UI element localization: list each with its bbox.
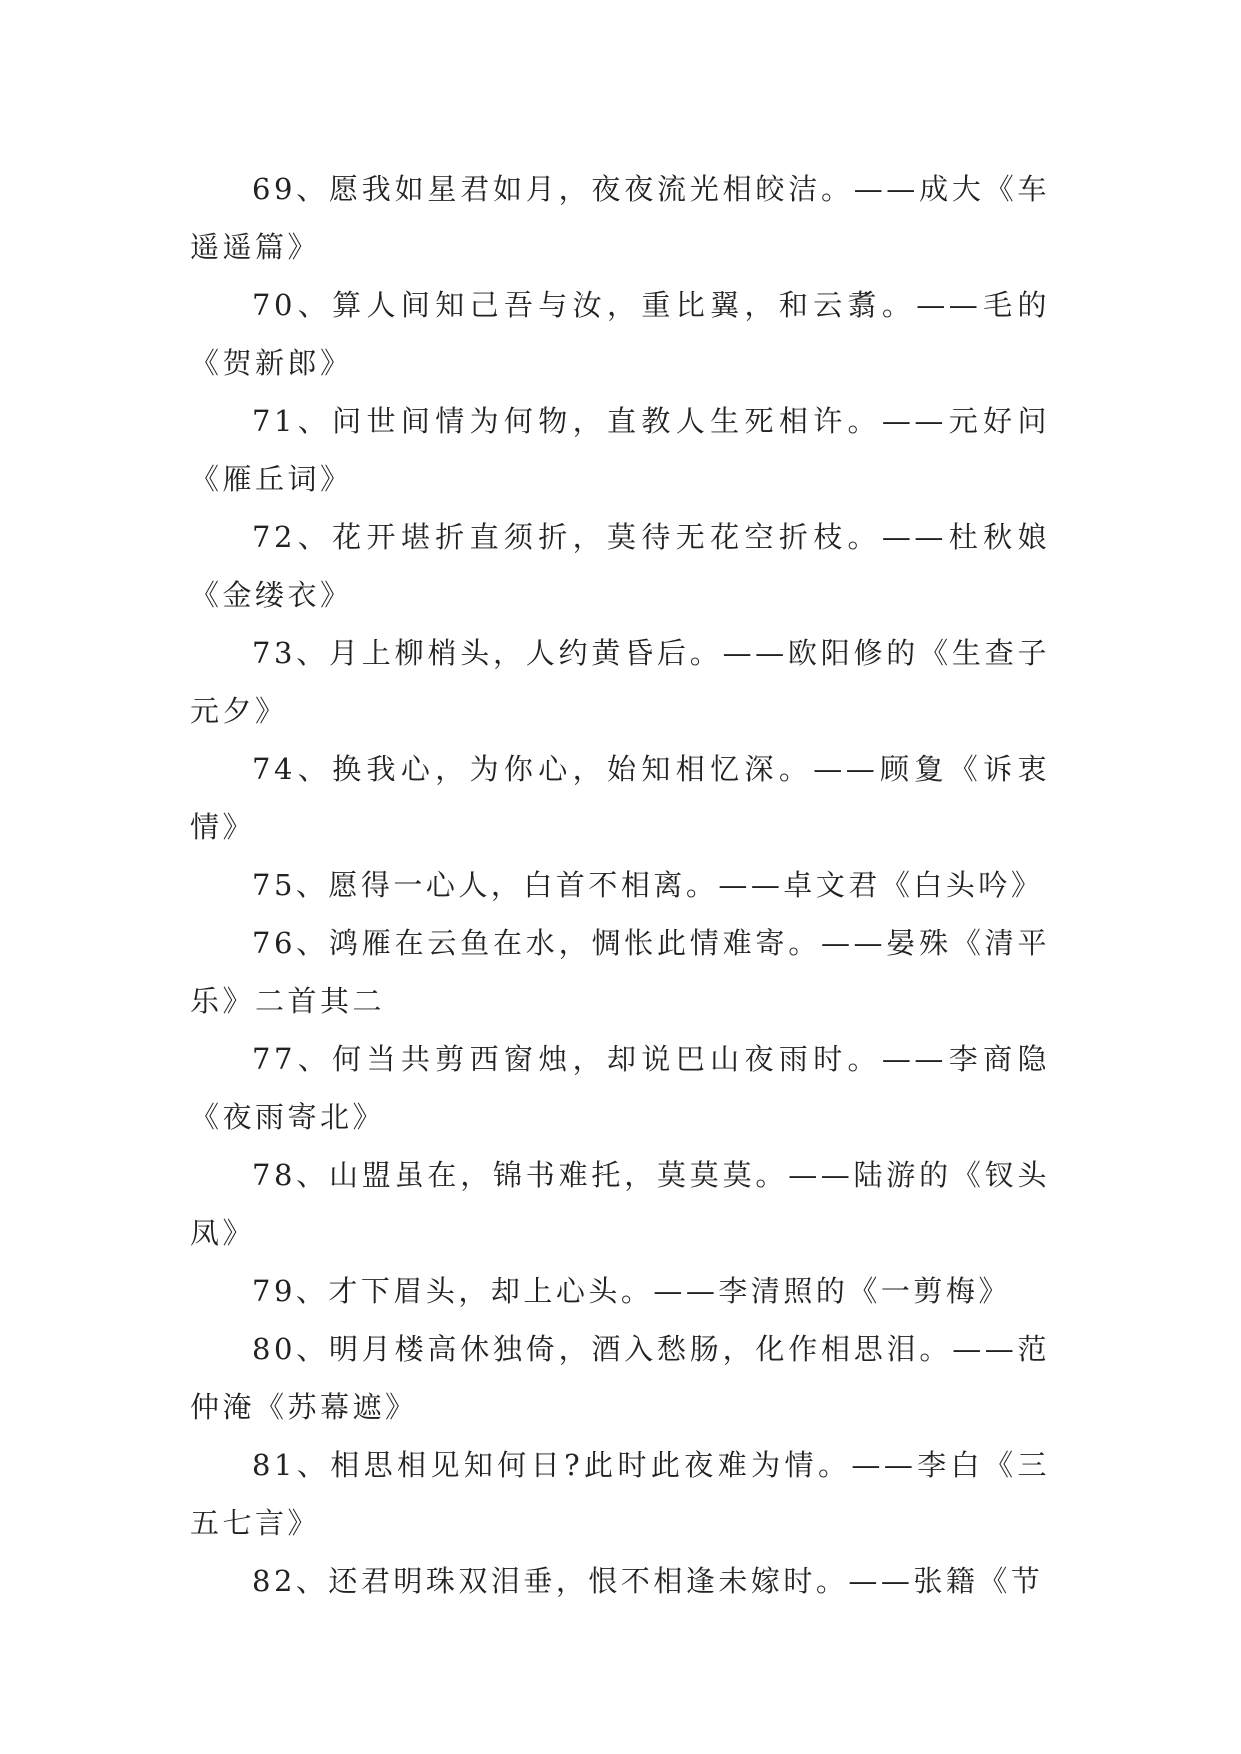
quote-paragraph-76: 76、鸿雁在云鱼在水，惆怅此情难寄。——晏殊《清平乐》二首其二 <box>190 926 1050 1018</box>
quote-paragraph-75: 75、愿得一心人，白首不相离。——卓文君《白头吟》 <box>252 868 1044 902</box>
quote-paragraph-69: 69、愿我如星君如月，夜夜流光相皎洁。——成大《车遥遥篇》 <box>190 172 1050 264</box>
quote-paragraph-81: 81、相思相见知何日?此时此夜难为情。——李白《三五七言》 <box>190 1448 1050 1540</box>
quote-paragraph-74: 74、换我心，为你心，始知相忆深。——顾夐《诉衷情》 <box>190 752 1050 844</box>
quote-paragraph-72: 72、花开堪折直须折，莫待无花空折枝。——杜秋娘《金缕衣》 <box>190 520 1050 612</box>
quote-paragraph-71: 71、问世间情为何物，直教人生死相许。——元好问《雁丘词》 <box>190 404 1050 496</box>
quote-paragraph-80: 80、明月楼高休独倚，酒入愁肠，化作相思泪。——范仲淹《苏幕遮》 <box>190 1332 1050 1424</box>
quote-paragraph-77: 77、何当共剪西窗烛，却说巴山夜雨时。——李商隐《夜雨寄北》 <box>190 1042 1050 1134</box>
quote-paragraph-82: 82、还君明珠双泪垂，恨不相逢未嫁时。——张籍《节 <box>252 1564 1044 1598</box>
document-body <box>190 160 1050 1610</box>
quote-paragraph-78: 78、山盟虽在，锦书难托，莫莫莫。——陆游的《钗头凤》 <box>190 1158 1050 1250</box>
quote-paragraph-73: 73、月上柳梢头，人约黄昏后。——欧阳修的《生查子元夕》 <box>190 636 1050 728</box>
quote-paragraph-70: 70、算人间知己吾与汝，重比翼，和云翥。——毛的《贺新郎》 <box>190 288 1050 380</box>
quote-paragraph-79: 79、才下眉头，却上心头。——李清照的《一剪梅》 <box>252 1274 1011 1308</box>
